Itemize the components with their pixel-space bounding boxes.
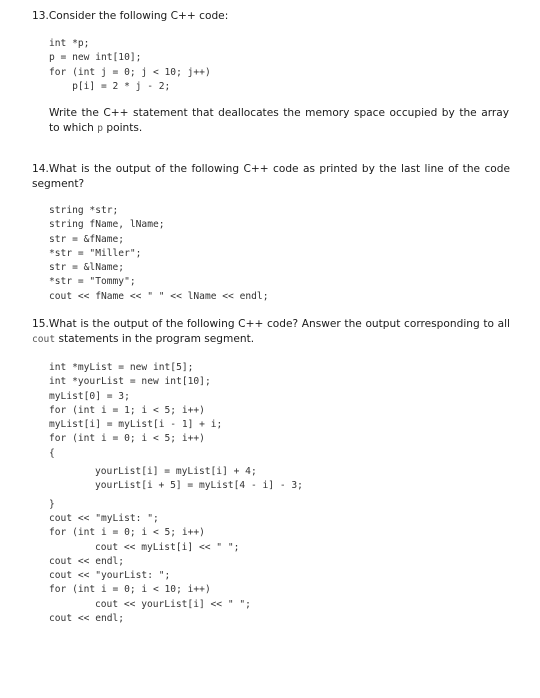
code-line: } [49, 498, 55, 510]
question-14 [32, 162, 510, 192]
code-line: string fName, lName; [49, 219, 165, 231]
code-line: cout << endl; [49, 613, 125, 625]
inline-code: cout [32, 334, 56, 345]
question-13 [32, 9, 510, 24]
code-line: p[i] = 2 * j - 2; [49, 80, 171, 92]
code-line: for (int i = 0; i < 5; i++) [49, 433, 205, 445]
question-15 [32, 317, 510, 347]
code-line: for (int i = 1; i < 5; i++) [49, 404, 205, 416]
code-line: int *p; [49, 38, 90, 49]
code-line: yourList[i + 5] = myList[4 - i] - 3; [95, 480, 303, 492]
q13-instruction [49, 106, 509, 136]
instruction-text: points. [103, 122, 143, 134]
code-line: int *myList = new int[5]; [49, 362, 194, 373]
code-line: cout << endl; [49, 555, 125, 567]
code-line: cout << "yourList: "; [49, 570, 171, 582]
code-block-q14 [49, 204, 269, 304]
question-prompt: What is the output of the following C++ code as printed by the last line of the code segment? [32, 163, 510, 190]
code-line: *str = "Miller"; [49, 247, 142, 259]
code-line: int *yourList = new int[10]; [49, 376, 211, 388]
code-block-q15 [49, 361, 303, 626]
code-line: string *str; [49, 205, 119, 216]
instruction-text: Write the C++ statement that deallocates the memory space occupied by the array to which [49, 107, 509, 134]
code-line: cout << fName << " " << lName << endl; [49, 290, 269, 302]
code-line: for (int i = 0; i < 5; i++) [49, 527, 205, 539]
code-line: str = &fName; [49, 233, 125, 245]
code-line: p = new int[10]; [49, 52, 142, 64]
code-line: { [49, 447, 55, 459]
question-number: 15. [32, 318, 49, 330]
question-prompt: Consider the following C++ code: [48, 10, 229, 22]
code-line: yourList[i] = myList[i] + 4; [95, 466, 257, 478]
code-line: cout << yourList[i] << " "; [95, 598, 251, 610]
question-number: 14. [32, 163, 49, 175]
code-line: cout << "myList: "; [49, 512, 159, 524]
code-line: cout << myList[i] << " "; [95, 541, 240, 553]
question-prompt: What is the output of the following C++ code? Answer the output corresponding to all [48, 318, 510, 330]
code-line: myList[0] = 3; [49, 390, 130, 402]
code-line: str = &lName; [49, 262, 125, 274]
inline-code: p [97, 123, 104, 134]
code-line: *str = "Tommy"; [49, 276, 136, 288]
question-number: 13. [32, 10, 49, 22]
code-line: myList[i] = myList[i - 1] + i; [49, 419, 223, 431]
code-line: for (int j = 0; j < 10; j++) [49, 66, 211, 78]
code-block-q13 [49, 37, 211, 94]
code-line: for (int i = 0; i < 10; i++) [49, 584, 211, 596]
question-prompt: statements in the program segment. [55, 333, 255, 345]
